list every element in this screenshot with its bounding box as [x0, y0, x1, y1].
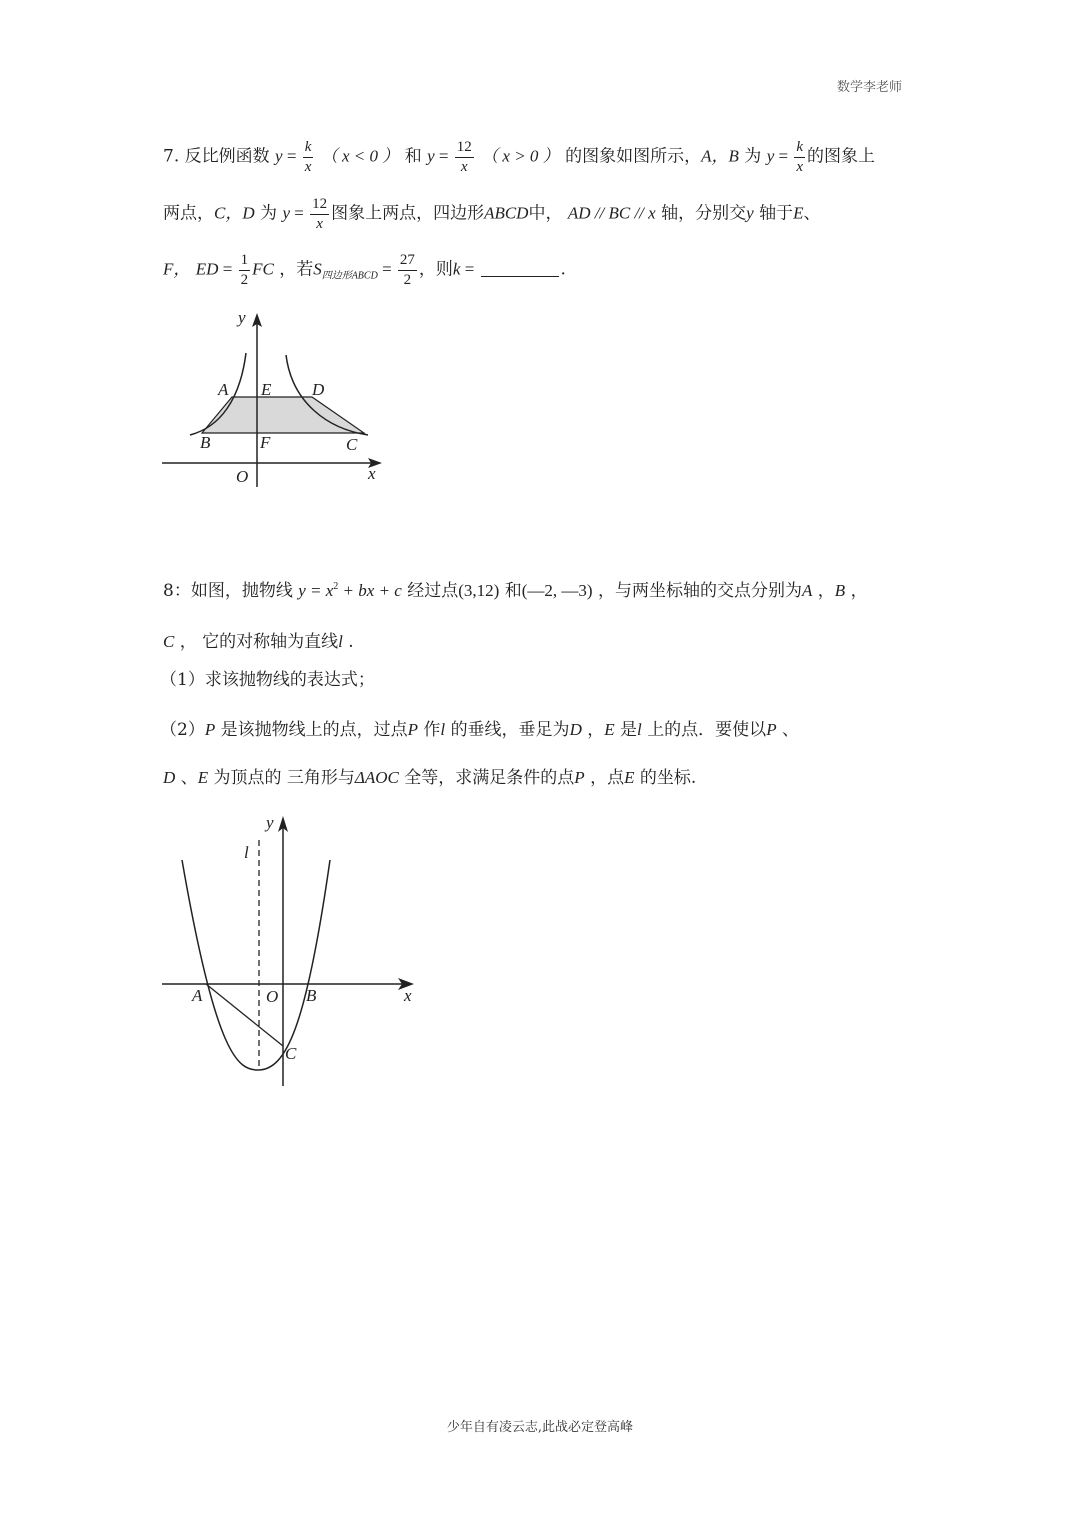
q7-y-axis: y [746, 203, 754, 223]
q7-line-3 [163, 252, 566, 288]
q8-label-x: x [404, 986, 412, 1005]
q8-line-1 [163, 582, 868, 600]
q7-cd: C，D [214, 203, 255, 223]
q8-figure [158, 808, 428, 1098]
q8-text: 它的对称轴为直线 [202, 632, 339, 652]
q7-frac-k-x [303, 139, 314, 175]
q8-point-1: (3,12) [458, 581, 500, 600]
q8-label-o: O [266, 987, 279, 1006]
q7-text: 、 [803, 203, 821, 224]
q8-e: E [604, 720, 615, 739]
q7-fc: FC [252, 259, 274, 279]
q7-text: 轴于 [759, 203, 794, 224]
frac-num: 12 [455, 139, 474, 158]
q8-text: 经过点 [407, 581, 459, 601]
q7-y: y [766, 146, 775, 166]
q7-y: y [275, 146, 283, 166]
q7-abcd: ABCD [484, 203, 529, 223]
q7-line-2 [163, 196, 820, 232]
q7-label-y: y [238, 308, 246, 327]
q8-l: l [440, 720, 446, 739]
q7-frac-k-x [794, 139, 805, 175]
q8-text: 的坐标. [639, 768, 697, 788]
q8-p: P [766, 720, 777, 739]
q7-label-f: F [260, 433, 271, 452]
q7-figure [160, 305, 400, 495]
q7-text: 图象上两点，四边形 [331, 203, 485, 224]
q8-text: 为顶点的 三角形与 [213, 768, 355, 788]
q8-text: 、 [781, 720, 799, 740]
q7-cond2: （ x > 0 ） [481, 146, 560, 166]
q8-part-2-line-2 [163, 769, 696, 787]
q8-text: 和 [504, 581, 522, 601]
q8-label-c: C [285, 1044, 297, 1063]
q8-part-2-line-1 [160, 721, 799, 739]
q7-label-b: B [200, 433, 211, 452]
q8-text: 是 [620, 720, 638, 740]
q8-point-2: (—2, —3) [521, 581, 593, 600]
q8-a: A [801, 581, 813, 600]
q7-label-x: x [368, 464, 376, 483]
q7-text: 两点， [163, 203, 214, 224]
frac-den: x [316, 215, 323, 232]
q8-label-l: l [244, 843, 249, 862]
q8-d: D [163, 768, 176, 787]
q7-eq: = [218, 259, 237, 279]
q8-text: 的垂线，垂足为 [450, 720, 570, 740]
q7-label-c: C [346, 435, 358, 454]
q8-exponent: 2 [333, 581, 339, 592]
frac-num: 12 [310, 196, 329, 215]
header-author: 数学李老师 [836, 80, 902, 95]
q8-part-1: （1）求该抛物线的表达式； [160, 670, 375, 690]
q8-p: P [204, 720, 216, 739]
q8-label-y: y [266, 813, 274, 832]
q7-cond1: （ x < 0 ） [320, 146, 400, 166]
q7-text: . [560, 259, 566, 280]
q8-text: 上的点．要使以 [647, 720, 767, 740]
frac-num: 1 [239, 252, 251, 271]
q8-p: P [574, 768, 585, 787]
q8-parabola [182, 860, 330, 1070]
q8-equation-rest: + bx + c [338, 581, 402, 600]
q7-eq: = [377, 259, 396, 279]
q7-number: 7. [163, 146, 180, 167]
frac-den: 2 [403, 271, 412, 288]
q7-text: 的图象如图所示， [565, 146, 702, 167]
q7-text: ，则 [418, 259, 453, 280]
q8-text: ，点 [590, 768, 625, 788]
q8-triangle: ΔAOC [354, 768, 399, 787]
q8-equation: y = x [298, 581, 334, 600]
q8-text: ， [179, 632, 197, 652]
q7-s: S [313, 259, 322, 279]
q7-line-1 [163, 139, 875, 175]
q7-y: y [427, 146, 435, 166]
q7-eq: = [774, 146, 793, 166]
frac-den: 2 [240, 271, 249, 288]
frac-num: 27 [398, 252, 417, 271]
q8-text: ， [850, 581, 868, 601]
q8-text: 8：如图，抛物线 [163, 581, 293, 601]
q8-c: C [163, 632, 175, 651]
q8-text: ， [817, 581, 835, 601]
q8-l: l [338, 632, 343, 651]
q7-frac-12-x [310, 196, 329, 232]
frac-den: x [304, 158, 312, 175]
q7-text: 为 [744, 146, 762, 167]
q7-label-e: E [261, 380, 272, 399]
q8-d: D [569, 720, 582, 739]
q7-text: 为 [260, 203, 278, 224]
q7-label-o: O [236, 467, 249, 486]
q7-eq: = [460, 259, 479, 279]
q7-frac-12-x [455, 139, 474, 175]
q8-line-2 [163, 633, 354, 651]
q8-text: ， [587, 720, 605, 740]
q7-eq: = [434, 146, 453, 166]
q7-label-a: A [218, 380, 229, 399]
q8-text: . [348, 632, 354, 652]
q7-frac-1-2 [239, 252, 251, 288]
q8-e: E [624, 768, 635, 787]
q8-label-a: A [192, 986, 203, 1005]
q7-label-d: D [312, 380, 325, 399]
frac-den: x [460, 158, 468, 175]
q8-e: E [197, 768, 209, 787]
q7-text: 反比例函数 [184, 146, 270, 167]
q7-k: k [452, 259, 461, 279]
q7-and: 和 [404, 146, 422, 167]
q8-text: （2） [160, 720, 205, 740]
q7-e: E [793, 203, 804, 223]
q7-parallel: AD // BC // x [567, 203, 656, 223]
q8-p: P [407, 720, 419, 739]
q8-text: 、 [180, 768, 198, 788]
q8-label-b: B [306, 986, 317, 1005]
q7-ed: ED [195, 259, 219, 279]
q7-eq: = [282, 146, 301, 166]
q7-y: y [282, 203, 290, 223]
q7-text: 的图象上 [807, 146, 875, 167]
q8-text: ，与两坐标轴的交点分别为 [597, 581, 802, 601]
q7-frac-27-2 [398, 252, 417, 288]
q7-answer-blank[interactable] [481, 276, 559, 277]
frac-den: x [796, 158, 803, 175]
q7-eq: = [289, 203, 309, 223]
q8-text: 是该抛物线上的点，过点 [220, 720, 408, 740]
q7-ab: A，B [701, 146, 739, 166]
q7-s-sub: 四边形ABCD [321, 270, 378, 282]
q8-l: l [637, 720, 642, 739]
q8-b: B [834, 581, 846, 600]
q7-text: 轴，分别交 [661, 203, 747, 224]
frac-num: k [303, 139, 314, 158]
q7-text: 中， [528, 203, 563, 224]
footer-motto: 少年自有凌云志,此战必定登高峰 [446, 1420, 634, 1435]
frac-num: k [794, 139, 805, 158]
q8-text: 作 [423, 720, 441, 740]
q7-text: ，若 [279, 259, 314, 280]
q7-f: F， [163, 259, 191, 279]
q8-text: 全等，求满足条件的点 [404, 768, 575, 788]
